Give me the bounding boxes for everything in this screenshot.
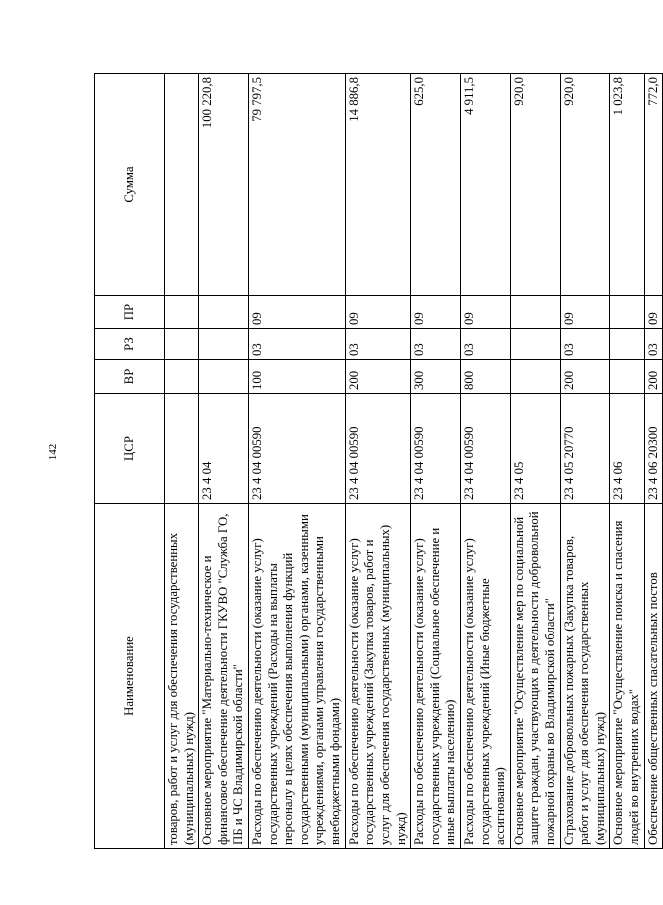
cell-pr (610, 296, 644, 329)
cell-csr: 23 4 04 00590 (249, 394, 346, 504)
cell-pr (199, 296, 249, 329)
cell-pr: 09 (345, 296, 410, 329)
cell-csr (165, 394, 199, 504)
table-header-row (95, 74, 165, 849)
cell-csr: 23 4 06 20300 (644, 394, 663, 504)
cell-sum: 79 797,5 (249, 74, 346, 296)
cell-name: Основное мероприятие "Осуществление поиска и спасения людей во внутренних водах" (610, 504, 644, 849)
cell-rz: 03 (345, 329, 410, 360)
cell-csr: 23 4 05 20770 (560, 394, 610, 504)
cell-csr: 23 4 06 (610, 394, 644, 504)
cell-vr: 800 (460, 360, 510, 394)
header-csr: ЦСР (95, 394, 165, 504)
budget-table (94, 73, 663, 849)
header-rz: РЗ (95, 329, 165, 360)
cell-sum: 625,0 (411, 74, 461, 296)
cell-sum: 920,0 (560, 74, 610, 296)
cell-rz (165, 329, 199, 360)
cell-name: Страхование добровольных пожарных (Закупка товаров, работ и услуг для обеспечения государственных (муниципальных) нужд) (560, 504, 610, 849)
cell-vr: 100 (249, 360, 346, 394)
cell-sum (165, 74, 199, 296)
cell-sum: 920,0 (510, 74, 560, 296)
table-row (199, 74, 249, 849)
cell-pr: 09 (411, 296, 461, 329)
cell-pr (165, 296, 199, 329)
cell-vr: 200 (644, 360, 663, 394)
table-row (510, 74, 560, 849)
table-row (411, 74, 461, 849)
cell-sum: 4 911,5 (460, 74, 510, 296)
table-row (644, 74, 663, 849)
cell-vr (610, 360, 644, 394)
cell-csr: 23 4 04 (199, 394, 249, 504)
cell-vr (199, 360, 249, 394)
cell-sum: 14 886,8 (345, 74, 410, 296)
cell-rz: 03 (411, 329, 461, 360)
cell-vr (510, 360, 560, 394)
cell-sum: 100 220,8 (199, 74, 249, 296)
cell-rz: 03 (644, 329, 663, 360)
cell-rz (199, 329, 249, 360)
cell-name: Основное мероприятие "Материально-техническое и финансовое обеспечение деятельности ГКУВО "Служба ГО, ПБ и ЧС Владимирской области" (199, 504, 249, 849)
header-sum: Сумма (95, 74, 165, 296)
cell-name: Основное мероприятие "Осуществление мер по социальной защите граждан, участвующих в деятельности добровольной пожарной охраны во Владимирской области" (510, 504, 560, 849)
cell-sum: 1 023,8 (610, 74, 644, 296)
cell-name: Расходы по обеспечению деятельности (оказание услуг) государственных учреждений (Расходы на выплаты персоналу в целях обеспечения выполнения функций государственными (муниципальными) органами, казенными учреждениями, органами управления государственными внебюджетными фондами) (249, 504, 346, 849)
cell-name: Расходы по обеспечению деятельности (оказание услуг) государственных учреждений (Социальное обеспечение и иные выплаты населению) (411, 504, 461, 849)
cell-name: товаров, работ и услуг для обеспечения государственных (муниципальных) нужд) (165, 504, 199, 849)
page-number: 142 (47, 443, 59, 461)
cell-name: Расходы по обеспечению деятельности (оказание услуг) государственных учреждений (Иные бюджетные ассигнования) (460, 504, 510, 849)
table-row (249, 74, 346, 849)
cell-vr: 300 (411, 360, 461, 394)
cell-csr: 23 4 04 00590 (460, 394, 510, 504)
cell-csr: 23 4 04 00590 (411, 394, 461, 504)
cell-pr (510, 296, 560, 329)
header-pr: ПР (95, 296, 165, 329)
table-row (345, 74, 410, 849)
cell-rz: 03 (460, 329, 510, 360)
cell-pr: 09 (644, 296, 663, 329)
cell-rz (610, 329, 644, 360)
cell-rz: 03 (560, 329, 610, 360)
cell-name: Обеспечение общественных спасательных постов (644, 504, 663, 849)
cell-csr: 23 4 05 (510, 394, 560, 504)
cell-vr: 200 (560, 360, 610, 394)
table-row (460, 74, 510, 849)
rotated-table-container (94, 74, 660, 849)
table-row (165, 74, 199, 849)
cell-csr: 23 4 04 00590 (345, 394, 410, 504)
table-row (560, 74, 610, 849)
cell-pr: 09 (460, 296, 510, 329)
cell-vr: 200 (345, 360, 410, 394)
cell-name: Расходы по обеспечению деятельности (оказание услуг) государственных учреждений (Закупка товаров, работ и услуг для обеспечения государственных (муниципальных) нужд) (345, 504, 410, 849)
cell-rz: 03 (249, 329, 346, 360)
cell-rz (510, 329, 560, 360)
header-name: Наименование (95, 504, 165, 849)
table-row (610, 74, 644, 849)
cell-vr (165, 360, 199, 394)
header-vr: ВР (95, 360, 165, 394)
cell-pr: 09 (560, 296, 610, 329)
cell-sum: 772,0 (644, 74, 663, 296)
cell-pr: 09 (249, 296, 346, 329)
